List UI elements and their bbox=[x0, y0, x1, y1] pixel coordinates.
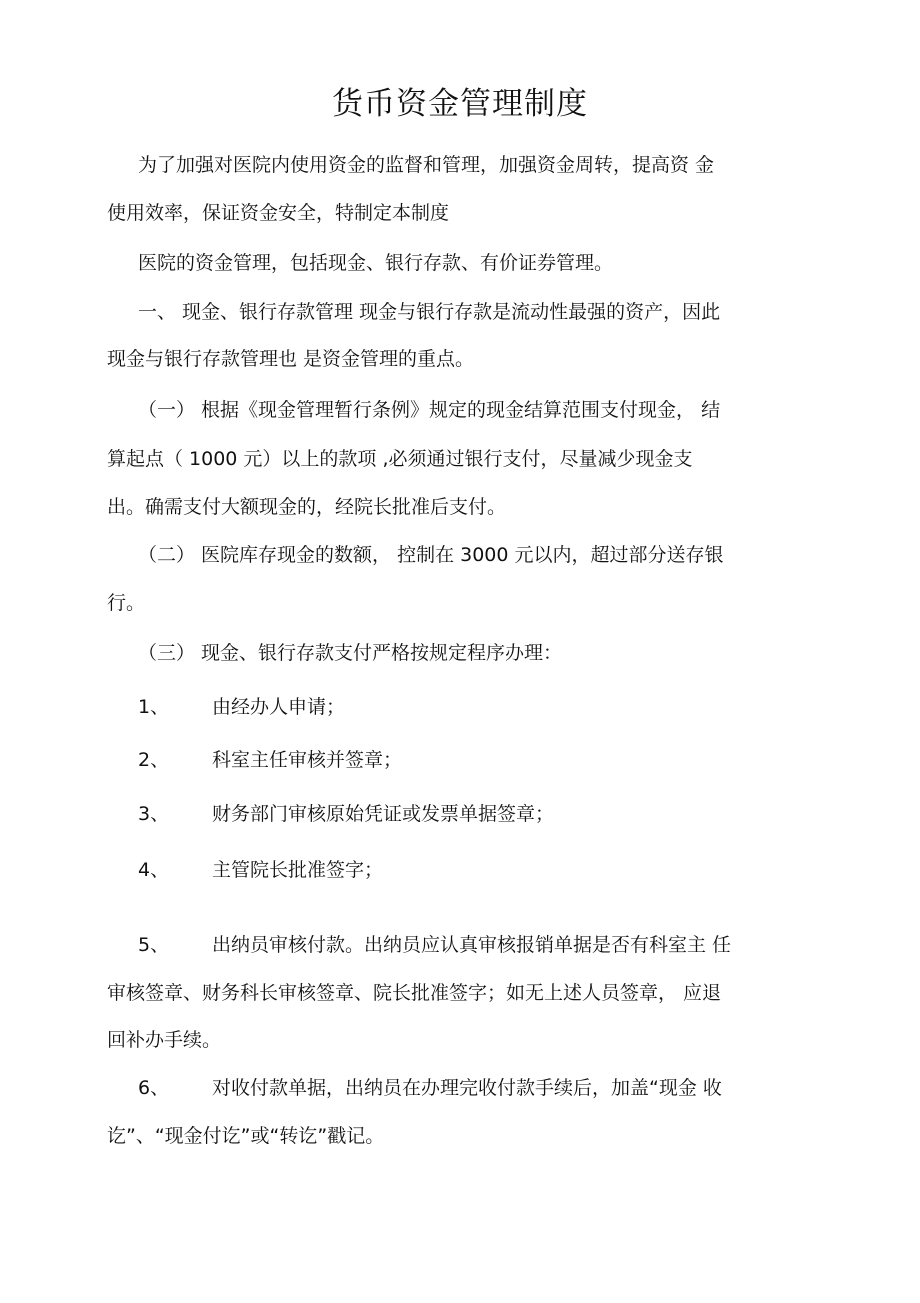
paragraph-line: 为了加强对医院内使用资金的监督和管理，加强资金周转，提高资 金 bbox=[138, 154, 715, 176]
list-number: 5、 bbox=[138, 934, 170, 956]
list-number: 2、 bbox=[138, 749, 170, 771]
paragraph-line: 回补办手续。 bbox=[107, 1029, 222, 1051]
paragraph-line: 现金与银行存款管理也 是资金管理的重点。 bbox=[107, 348, 475, 370]
list-number: 6、 bbox=[138, 1077, 170, 1099]
section-heading-line: 一、 现金、银行存款管理 现金与银行存款是流动性最强的资产，因此 bbox=[138, 301, 721, 323]
paragraph-line: （一） 根据《现金管理暂行条例》规定的现金结算范围支付现金， 结 bbox=[138, 399, 721, 421]
paragraph-line: 出。确需支付大额现金的，经院长批准后支付。 bbox=[107, 496, 507, 518]
paragraph-line: （三） 现金、银行存款支付严格按规定程序办理： bbox=[138, 642, 563, 664]
paragraph-line: 算起点（ 1000 元）以上的款项 ,必须通过银行支付，尽量减少现金支 bbox=[107, 448, 693, 470]
list-number: 1、 bbox=[138, 696, 170, 718]
list-number: 3、 bbox=[138, 803, 170, 825]
paragraph-line: 审核签章、财务科长审核签章、院长批准签字；如无上述人员签章， 应退 bbox=[107, 982, 722, 1004]
list-number: 4、 bbox=[138, 859, 170, 881]
paragraph-line: 使用效率，保证资金安全，特制定本制度 bbox=[107, 202, 450, 224]
paragraph-line: 行。 bbox=[107, 592, 146, 614]
list-text: 出纳员审核付款。出纳员应认真审核报销单据是否有科室主 任 bbox=[212, 934, 732, 956]
paragraph-line: 讫”、“现金付讫”或“转讫”戳记。 bbox=[107, 1125, 385, 1147]
list-text: 主管院长批准签字； bbox=[212, 859, 384, 881]
paragraph-line: 医院的资金管理，包括现金、银行存款、有价证券管理。 bbox=[138, 252, 614, 274]
list-text: 由经办人申请； bbox=[212, 696, 346, 718]
document-title: 货币资金管理制度 bbox=[332, 86, 588, 122]
list-text: 财务部门审核原始凭证或发票单据签章； bbox=[212, 803, 555, 825]
list-text: 对收付款单据，出纳员在办理完收付款手续后，加盖“现金 收 bbox=[212, 1077, 722, 1099]
paragraph-line: （二） 医院库存现金的数额， 控制在 3000 元以内，超过部分送存银 bbox=[138, 544, 724, 566]
list-text: 科室主任审核并签章； bbox=[212, 749, 403, 771]
